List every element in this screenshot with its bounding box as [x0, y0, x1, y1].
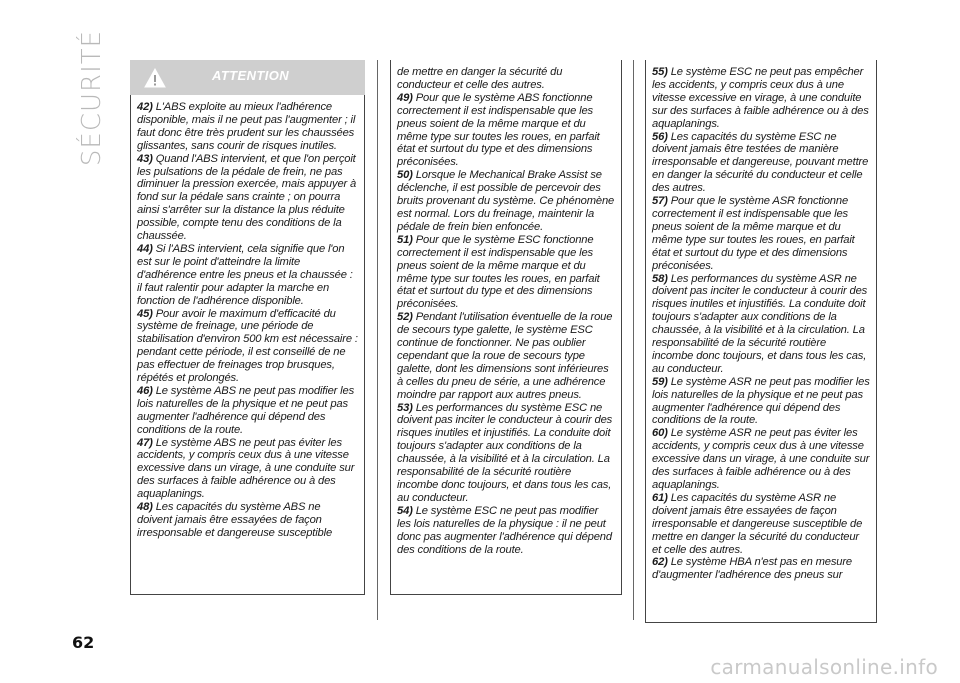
attention-header [130, 60, 365, 95]
warning-paragraph [397, 92, 615, 169]
paragraph-number: 53) [397, 401, 413, 414]
paragraph-text: Pendant l'utilisation éventuelle de la roue de secours type galette, le système ESC continue de fonctionner. Ne pas oublier cependant que la roue de secours type galette, dont les dimensions sont inférieures à celles du pneu de série, a une adhérence moindre par rapport aux autres pneus. [397, 311, 613, 401]
paragraph-number: 43) [137, 152, 153, 165]
paragraph-text: L'ABS exploite au mieux l'adhérence disponible, mais il ne peut pas l'augmenter ; il faut donc être très prudent sur les chaussées glissantes, sans courir de risques inutiles. [137, 101, 356, 152]
paragraph-text: de mettre en danger la sécurité du conducteur et celle des autres. [397, 66, 563, 91]
column-1-text [131, 95, 364, 540]
paragraph-text: Pour que le système ESC fonctionne correctement il est indispensable que les pneus soient de la même marque et du même type sur toutes les roues, en parfait état et surtout du type et des dimensions préconisées. [397, 233, 600, 311]
warning-paragraph [137, 501, 358, 540]
paragraph-text: Lorsque le Mechanical Brake Assist se déclenche, il est possible de percevoir des bruits provenant du système. Ce phénomène est normal. Lors du freinage, maintenir la pédale de frein bien enfoncée. [397, 169, 615, 233]
warning-paragraph [137, 437, 358, 502]
paragraph-text: Les performances du système ESC ne doivent pas inciter le conducteur à courir des risques inutiles et injustifiés. La conduite doit toujours s'adapter aux conditions de la chaussée, à la visibilité et à la circulation. La responsabilité de la sécurité routière incombe donc toujours, et dans tous les cas, au conducteur. [397, 401, 613, 504]
paragraph-number: 55) [652, 66, 668, 78]
paragraph-text: Le système ESC ne peut pas modifier les lois naturelles de la physique : il ne peut donc pas augmenter l'adhérence qui dépend des conditions de la route. [397, 504, 612, 556]
paragraph-text: Le système ESC ne peut pas empêcher les accidents, y compris ceux dus à une vitesse excessive en virage, à une conduite sur des surfaces à faible adhérence ou à des aquaplanings. [652, 66, 869, 130]
warning-paragraph [652, 427, 870, 492]
warning-paragraph [397, 311, 615, 401]
paragraph-text: Le système ASR ne peut pas éviter les accidents, y compris ceux dus à une vitesse excessive dans un virage, à une conduite sur des surfaces à faible adhérence ou à des aquaplanings. [652, 427, 870, 491]
paragraph-text: Les capacités du système ASR ne doivent jamais être essayées de façon irresponsable et dangereuse susceptible de mettre en danger la sécurité du conducteur et celle des autres. [652, 491, 863, 556]
paragraph-text: Les capacités du système ESC ne doivent jamais être testées de manière irresponsable et dangereuse, pouvant mettre en danger la sécurité du conducteur et celle des autres. [652, 130, 869, 195]
paragraph-number: 52) [397, 311, 413, 324]
warning-paragraph [137, 101, 358, 153]
paragraph-text: Quand l'ABS intervient, et que l'on perçoit les pulsations de la pédale de frein, ne pas diminuer la pression exercée, mais appuyer à fond sur la pédale sans crainte ; on pourra ainsi s'arrêter sur la distance la plus réduite possible, compte tenu des conditions de la chaussée. [137, 152, 357, 243]
paragraph-number: 51) [397, 233, 413, 246]
paragraph-number: 54) [397, 504, 413, 517]
paragraph-number: 60) [652, 427, 668, 440]
paragraph-number: 44) [137, 242, 153, 255]
paragraph-text: Les capacités du système ABS ne doivent jamais être essayées de façon irresponsable et dangereuse susceptible [137, 501, 333, 539]
paragraph-text: Les performances du système ASR ne doivent pas inciter le conducteur à courir des risques inutiles et injustifiés. La conduite doit toujours s'adapter aux conditions de la chaussée, à la visibilité et à la circulation. La responsabilité de la sécurité routière incombe donc toujours, et dans tous les cas, au conducteur. [652, 272, 868, 375]
paragraph-number: 62) [652, 556, 668, 569]
attention-box-column-1 [130, 60, 365, 595]
attention-box-column-3 [645, 60, 877, 623]
watermark: carmanualsonline.info [710, 655, 938, 679]
paragraph-number: 50) [397, 169, 413, 182]
warning-paragraph [652, 195, 870, 272]
attention-box-column-2 [390, 60, 622, 595]
column-divider [377, 60, 378, 620]
paragraph-number: 57) [652, 195, 668, 208]
section-title [72, 28, 112, 168]
paragraph-text: Le système ASR ne peut pas modifier les lois naturelles de la physique et ne peut pas augmenter l'adhérence qui dépend des conditions de la route. [652, 375, 870, 427]
paragraph-number: 58) [652, 272, 668, 285]
warning-paragraph [397, 66, 615, 92]
warning-paragraph [137, 308, 358, 385]
warning-paragraph [397, 234, 615, 311]
paragraph-text: Si l'ABS intervient, cela signifie que l'on est sur le point d'atteindre la limite d'adhérence entre les pneus et la chaussée : il faut ralentir pour adapter la marche en fonction de l'adhérence disponible. [137, 242, 353, 307]
paragraph-text: Le système ABS ne peut pas éviter les accidents, y compris ceux dus à une vitesse excessive dans un virage, à une conduite sur des surfaces à faible adhérence ou à des aquaplanings. [137, 436, 355, 501]
paragraph-text: Le système ABS ne peut pas modifier les lois naturelles de la physique et ne peut pas augmenter l'adhérence qui dépend des conditions de la route. [137, 384, 355, 436]
attention-title: ATTENTION [212, 68, 290, 83]
paragraph-text: Pour avoir le maximum d'efficacité du système de freinage, une période de stabilisation d'environ 500 km est nécessaire : pendant cette période, il est conseillé de ne pas effectuer de freinages trop brusques, répétés et prolongés. [137, 307, 358, 385]
warning-paragraph [652, 556, 870, 582]
paragraph-number: 45) [137, 307, 153, 320]
warning-paragraph [652, 273, 870, 376]
paragraph-text: Pour que le système ABS fonctionne correctement il est indispensable que les pneus soient de la même marque et du même type sur toutes les roues, en parfait état et surtout du type et des dimensions préconisées. [397, 91, 600, 169]
warning-paragraph [652, 492, 870, 557]
warning-paragraph [652, 376, 870, 428]
paragraph-number: 56) [652, 130, 668, 143]
paragraph-number: 59) [652, 375, 668, 388]
paragraph-text: Le système HBA n'est pas en mesure d'augmenter l'adhérence des pneus sur [652, 556, 853, 582]
paragraph-number: 42) [137, 101, 153, 113]
paragraph-text: Pour que le système ASR fonctionne correctement il est indispensable que les pneus soient de la même marque et du même type sur toutes les roues, en parfait état et surtout du type et des dimensions préconisées. [652, 195, 855, 272]
column-divider [633, 60, 634, 620]
page-number: 62 [72, 633, 95, 652]
paragraph-number: 61) [652, 491, 668, 504]
section-title-text: SÉCURITÉ [77, 29, 107, 167]
warning-paragraph [137, 153, 358, 243]
warning-paragraph [137, 385, 358, 437]
warning-paragraph [397, 402, 615, 505]
warning-paragraph [397, 169, 615, 234]
paragraph-number: 49) [397, 91, 413, 104]
warning-paragraph [652, 131, 870, 196]
warning-paragraph [397, 505, 615, 557]
warning-triangle-icon [144, 68, 166, 88]
paragraph-number: 48) [137, 501, 153, 514]
warning-paragraph [652, 66, 870, 131]
warning-paragraph [137, 243, 358, 308]
paragraph-number: 47) [137, 436, 153, 449]
paragraph-number: 46) [137, 384, 153, 397]
